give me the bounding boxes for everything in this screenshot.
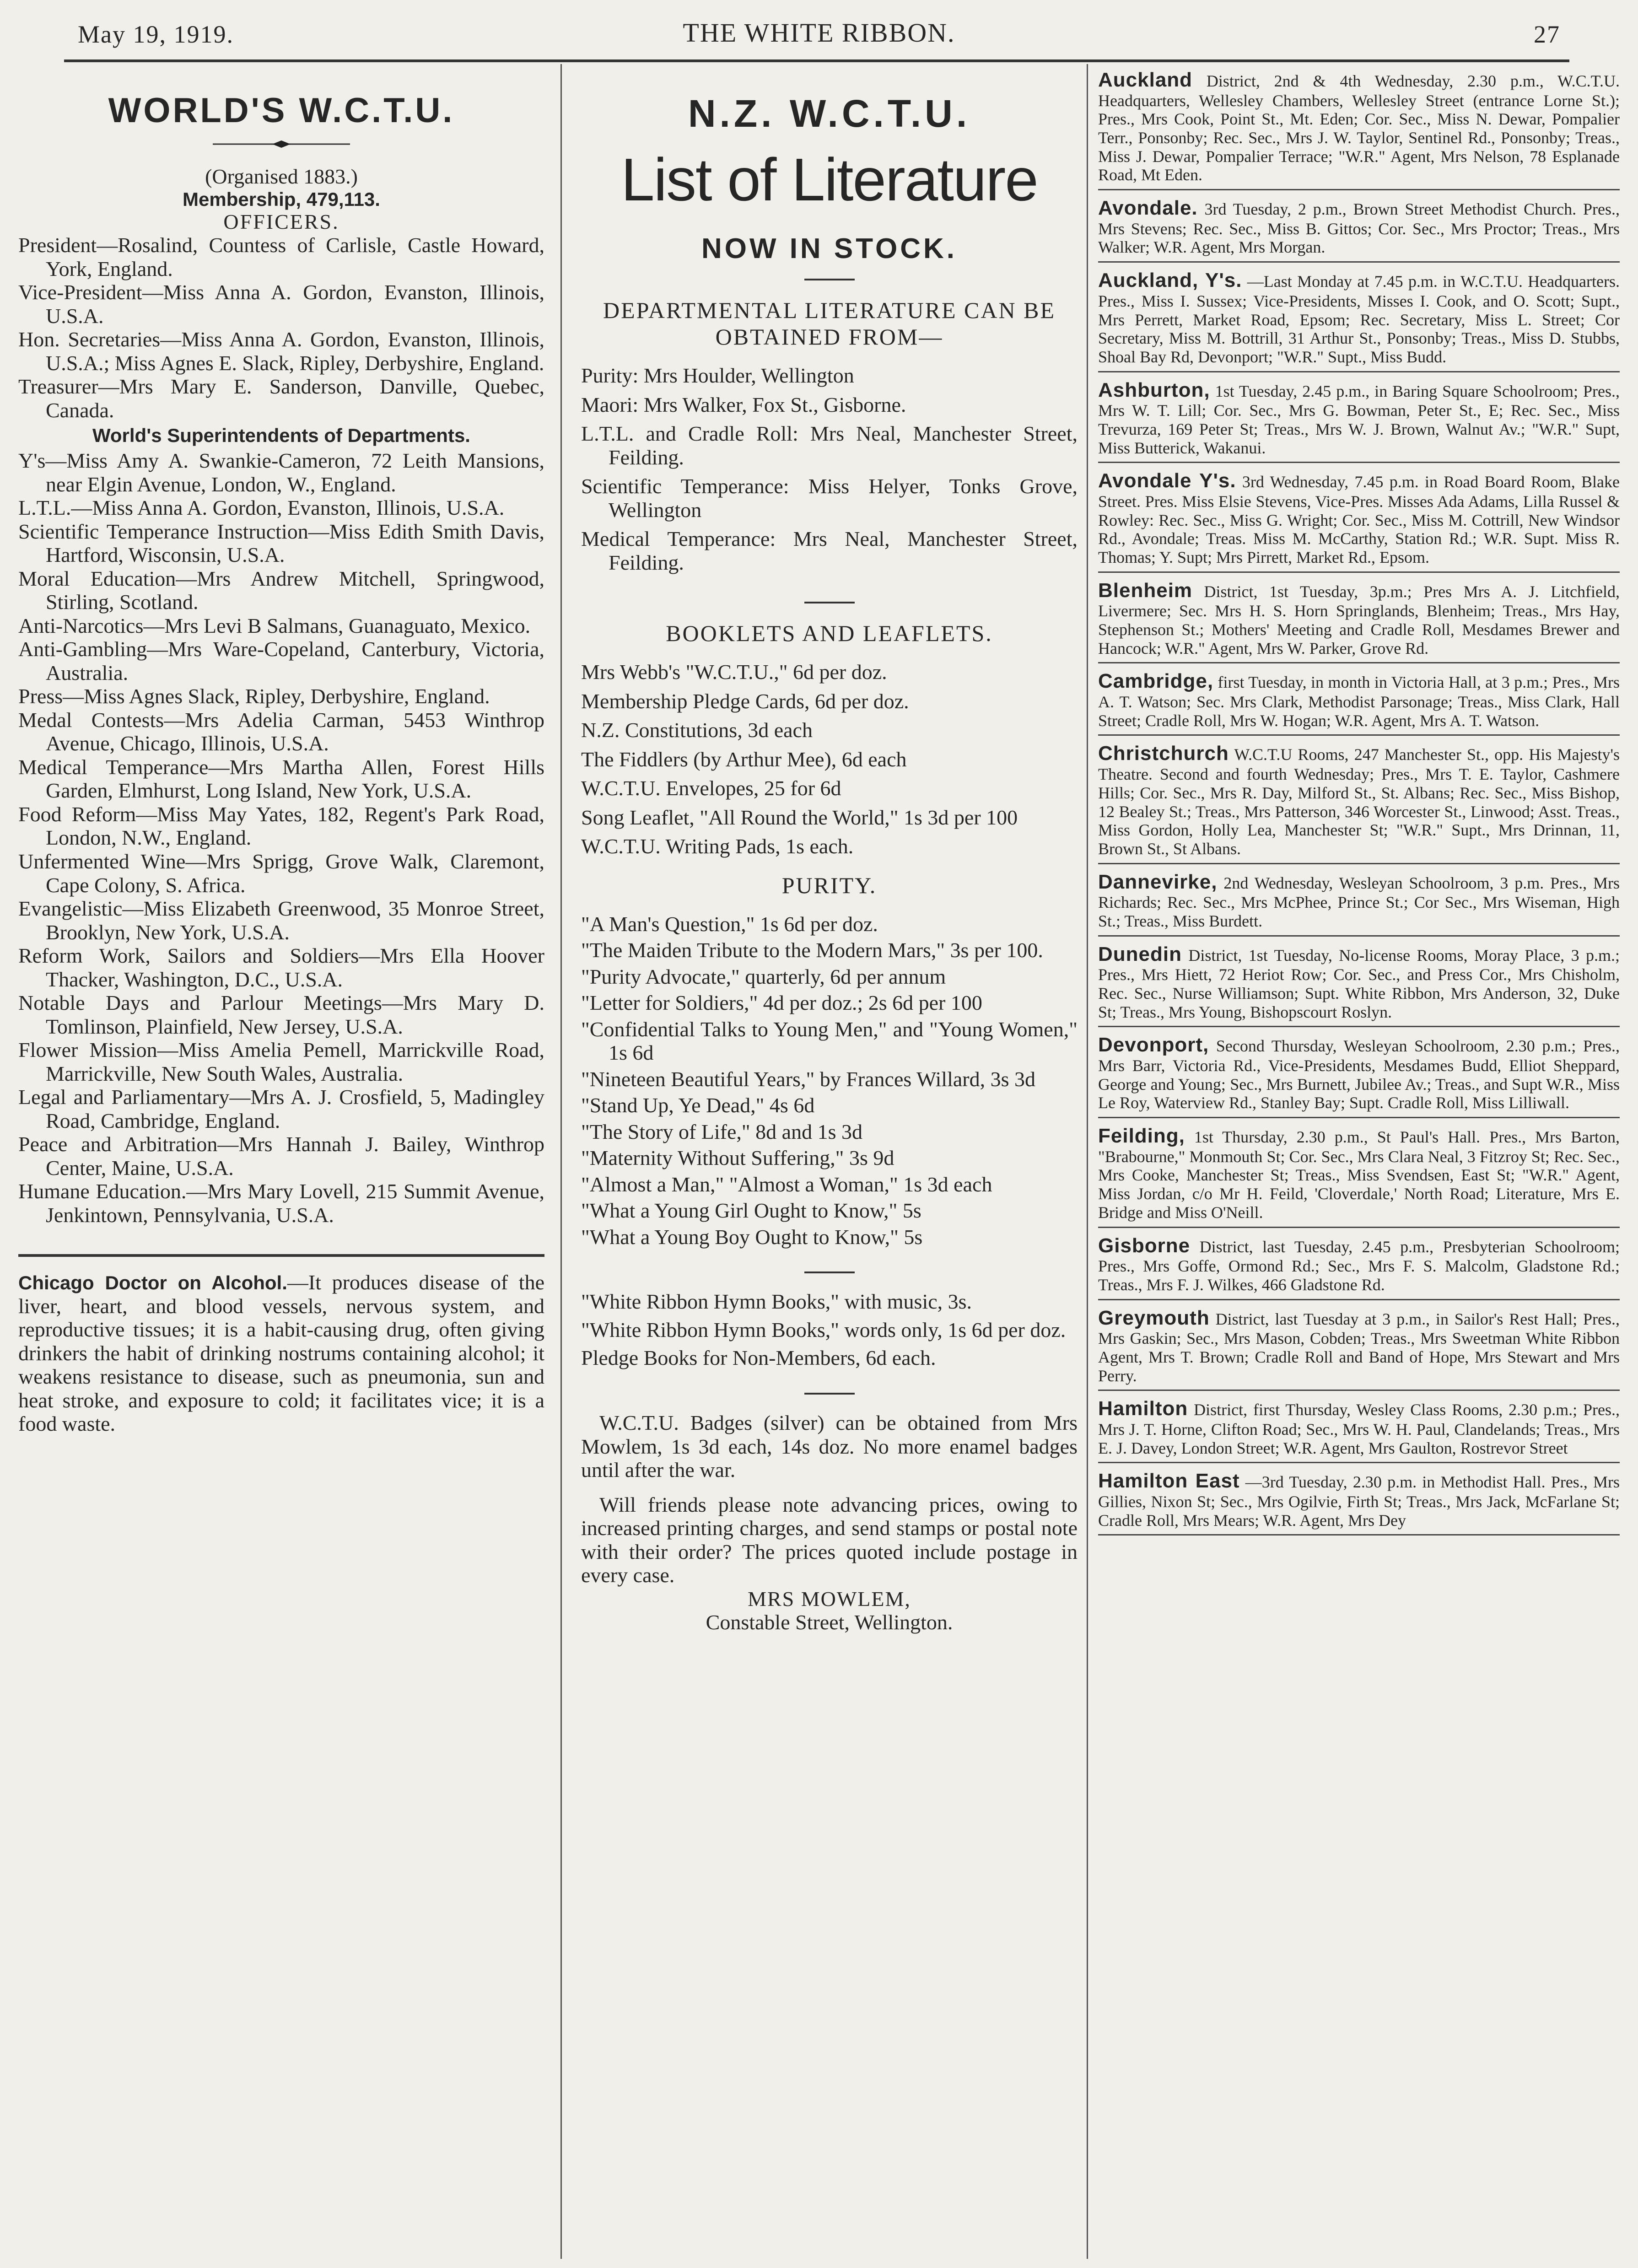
branch-entry xyxy=(1098,1234,1620,1294)
branch-name: Ashburton, xyxy=(1098,378,1210,401)
branch-details: District, 1st Tuesday, 3p.m.; Pres Mrs A. J. Litchfield, Livermere; Sec. Mrs H. S. Horn Springlands, Blenheim; Treas., Mrs Hay, Stephenson St.; Mothers' Meeting and Cradle Roll, Mesdames Brewer and Hancock; W.R." Agent, Mrs W. Parker, Grove Rd. xyxy=(1098,582,1620,657)
superintendent-entry: Medal Contests—Mrs Adelia Carman, 5453 Winthrop Avenue, Chicago, Illinois, U.S.A. xyxy=(18,708,544,755)
page-number: 27 xyxy=(1534,21,1560,48)
branch-details: District, last Tuesday, 2.45 p.m., Presbyterian Schoolroom; Pres., Mrs Goffe, Ormond Rd.; Sec., Mrs F. S. Malcolm, Gladstone Rd.; Treas., Mrs F. J. Wilkes, 466 Gladstone Rd. xyxy=(1098,1237,1620,1294)
header-rule xyxy=(64,59,1569,62)
purity-list xyxy=(581,912,1078,1249)
superintendent-entry: Press—Miss Agnes Slack, Ripley, Derbyshire, England. xyxy=(18,684,490,708)
branch-name: Cambridge, xyxy=(1098,670,1214,693)
purity-entry: "A Man's Question," 1s 6d per doz. xyxy=(581,912,878,936)
branch-separator xyxy=(1098,189,1620,190)
purity-entry: "What a Young Boy Ought to Know," 5s xyxy=(581,1225,923,1249)
branch-separator xyxy=(1098,571,1620,573)
signature-name: MRS MOWLEM, xyxy=(748,1587,911,1611)
superintendent-entry: Humane Education.—Mrs Mary Lovell, 215 Summit Avenue, Jenkintown, Pennsylvania, U.S.A. xyxy=(18,1180,544,1227)
department-entry: Purity: Mrs Houlder, Wellington xyxy=(581,364,854,387)
branch-separator xyxy=(1098,1390,1620,1391)
departmental-list xyxy=(581,364,1078,574)
booklet-entry: W.C.T.U. Envelopes, 25 for 6d xyxy=(581,776,841,800)
branch-details: District, first Thursday, Wesley Class Rooms, 2.30 p.m.; Pres., Mrs J. T. Horne, Clifton Road; Sec., Mrs W. H. Paul, Clandelands; Treas., Mrs E. J. Davey, London Street; W.R. Agent, Mrs Gaulton, Rostrevor Street xyxy=(1098,1401,1620,1457)
branch-details: 3rd Tuesday, 2 p.m., Brown Street Methodist Church. Pres., Mrs Stevens; Rec. Sec., Miss B. Gittos; Cor. Sec., Mrs Proctor; Treas., Mrs Walker; W.R. Agent, Mrs Morgan. xyxy=(1098,200,1620,257)
purity-entry: "The Story of Life," 8d and 1s 3d xyxy=(581,1120,863,1143)
officer-entry: President—Rosalind, Countess of Carlisle, Castle Howard, York, England. xyxy=(18,233,544,280)
branch-details: 3rd Wednesday, 7.45 p.m. in Road Board Room, Blake Street. Pres. Miss Elsie Stevens, Vice-Pres. Misses Ada Adams, Lilla Russel & Rowley: Rec. Sec., Miss G. Wright; Cor. Sec., Miss M. Cottrill, New Windsor Rd., Avondale; Treas. Miss M. McCarthy, Station Rd.; W.R. Supt. Miss R. Thomas; Y. Supt; Mrs Pirrett, Market Rd., Epsom. xyxy=(1098,473,1620,567)
membership-line: Membership, 479,113. xyxy=(183,188,380,210)
column-divider-left xyxy=(560,64,562,2259)
badges-notice: W.C.T.U. Badges (silver) can be obtained from Mrs Mowlem, 1s 3d each, 14s doz. No more enamel badges until after the war. xyxy=(581,1411,1078,1482)
ornament-divider xyxy=(18,140,544,151)
superintendent-entry: Peace and Arbitration—Mrs Hannah J. Bailey, Winthrop Center, Maine, U.S.A. xyxy=(18,1132,544,1180)
branch-name: Greymouth xyxy=(1098,1306,1210,1329)
branch-name: Dunedin xyxy=(1098,943,1182,965)
branch-entry xyxy=(1098,1307,1620,1385)
superintendent-entry: Anti-Narcotics—Mrs Levi B Salmans, Guanaguato, Mexico. xyxy=(18,614,531,637)
department-entry: Maori: Mrs Walker, Fox St., Gisborne. xyxy=(581,393,906,416)
branch-name: Avondale. xyxy=(1098,197,1198,220)
branch-separator xyxy=(1098,462,1620,463)
branch-details: District, 2nd & 4th Wednesday, 2.30 p.m., W.C.T.U. Headquarters, Wellesley Chambers, Wellesley Street (entrance Lorne St.); Pres., Mrs Cook, Point St., Mt. Eden; Cor. Sec., Miss N. Dewar, Pompalier Terr., Ponsonby; Rec. Sec., Mrs J. W. Taylor, Sentinel Rd., Ponsonby; Treas., Miss J. Dewar, Pompalier Terrace; "W.R." Agent, Mrs Nelson, 78 Esplanade Road, Mt Eden. xyxy=(1098,72,1620,184)
superintendent-entry: Notable Days and Parlour Meetings—Mrs Mary D. Tomlinson, Plainfield, New Jersey, U.S.A. xyxy=(18,991,544,1038)
branch-name: Devonport, xyxy=(1098,1034,1209,1056)
branch-details: District, 1st Tuesday, No-license Rooms, Moray Place, 3 p.m.; Pres., Mrs Hiett, 72 Heriot Row; Cor. Sec., and Press Cor., Mrs Chisholm, Rec. Sec., Nurse Williamson; Supt. White Ribbon, Mrs Anderson, 32, Duke St; Treas., Mrs Young, Bishopscourt Roslyn. xyxy=(1098,946,1620,1021)
worlds-wctu-title: WORLD'S W.C.T.U. xyxy=(108,91,455,130)
officer-entry: Hon. Secretaries—Miss Anna A. Gordon, Evanston, Illinois, U.S.A.; Miss Agnes E. Slack, Ripley, Derbyshire, England. xyxy=(18,328,544,375)
hymn-book-entry: "White Ribbon Hymn Books," with music, 3s. xyxy=(581,1290,972,1314)
superintendent-entry: Y's—Miss Amy A. Swankie-Cameron, 72 Leith Mansions, near Elgin Avenue, London, W., England. xyxy=(18,449,544,496)
branch-separator xyxy=(1098,1117,1620,1118)
purity-entry: "Stand Up, Ye Dead," 4s 6d xyxy=(581,1094,815,1117)
booklet-entry: Mrs Webb's "W.C.T.U.," 6d per doz. xyxy=(581,660,887,684)
superintendent-entry: Medical Temperance—Mrs Martha Allen, Forest Hills Garden, Elmhurst, Long Island, New York, U.S.A. xyxy=(18,755,544,803)
branch-entry xyxy=(1098,1034,1620,1112)
organised-line: (Organised 1883.) xyxy=(205,165,358,188)
branch-separator xyxy=(1098,1299,1620,1300)
branch-separator xyxy=(1098,734,1620,736)
booklet-entry: Membership Pledge Cards, 6d per doz. xyxy=(581,689,909,713)
branch-name: Christchurch xyxy=(1098,742,1229,765)
branch-name: Hamilton East xyxy=(1098,1470,1240,1492)
price-notice: Will friends please note advancing prices, owing to increased printing charges, and send stamps or postal note with their order? The prices quoted include postage in every case. xyxy=(581,1492,1078,1587)
departmental-heading: DEPARTMENTAL LITERATURE CAN BE OBTAINED FROM— xyxy=(603,297,1056,350)
list-of-literature-title: List of Literature xyxy=(621,146,1038,213)
branch-separator xyxy=(1098,935,1620,937)
newspaper-title: THE WHITE RIBBON. xyxy=(683,18,955,48)
branch-entry xyxy=(1098,269,1620,366)
short-rule xyxy=(804,279,855,280)
branch-entry xyxy=(1098,197,1620,257)
chicago-doctor-article xyxy=(18,1271,544,1436)
superintendent-entry: Flower Mission—Miss Amelia Pemell, Marrickville Road, Marrickville, New South Wales, Australia. xyxy=(18,1038,544,1085)
branch-name: Hamilton xyxy=(1098,1397,1188,1420)
branch-name: Auckland, Y's. xyxy=(1098,269,1242,292)
purity-entry: "Maternity Without Suffering," 3s 9d xyxy=(581,1146,894,1170)
branch-entry xyxy=(1098,579,1620,658)
branch-name: Gisborne xyxy=(1098,1234,1191,1257)
department-entry: Scientific Temperance: Miss Helyer, Tonks Grove, Wellington xyxy=(581,474,1078,522)
branch-details: Second Thursday, Wesleyan Schoolroom, 2.30 p.m.; Pres., Mrs Barr, Victoria Rd., Vice-Presidents, Mesdames Budd, Elliot Sheppard, George and Young; Sec., Mrs Burnett, Jubilee Av.; Treas., and Supt W.R., Miss Le Roy, Waterview Rd., Stanley Bay; Supt. Cradle Roll, Miss Lilliwall. xyxy=(1098,1037,1620,1112)
branch-directory-column xyxy=(1098,69,1620,1542)
branch-separator xyxy=(1098,371,1620,372)
purity-entry: "Confidential Talks to Young Men," and "Young Women," 1s 6d xyxy=(581,1017,1078,1065)
superintendent-entry: Unfermented Wine—Mrs Sprigg, Grove Walk, Claremont, Cape Colony, S. Africa. xyxy=(18,849,544,897)
purity-entry: "The Maiden Tribute to the Modern Mars," 3s per 100. xyxy=(581,938,1043,962)
branch-details: first Tuesday, in month in Victoria Hall, at 3 p.m.; Pres., Mrs A. T. Watson; Sec. Mrs Clark, Methodist Parsonage; Treas., Miss Clark, Hall Street; Cradle Roll, Mrs W. Hogan; W.R. Agent, Mrs A. T. Watson. xyxy=(1098,673,1620,730)
chicago-doctor-text: —It produces disease of the liver, heart, and blood vessels, nervous system, and reproductive tissues; it is a habit-causing drug, often giving drinkers the habit of drinking nostrums containing alcohol; it weakens resistance to disease, such as pneumonia, sun and heat stroke, and exposure to cold; it facilitates vice; it is a food waste. xyxy=(18,1271,544,1436)
branch-entry xyxy=(1098,469,1620,566)
branch-entry xyxy=(1098,1397,1620,1457)
superintendent-entry: Scientific Temperance Instruction—Miss Edith Smith Davis, Hartford, Wisconsin, U.S.A. xyxy=(18,519,544,567)
officer-entry: Vice-President—Miss Anna A. Gordon, Evanston, Illinois, U.S.A. xyxy=(18,280,544,328)
branch-details: —Last Monday at 7.45 p.m. in W.C.T.U. Headquarters. Pres., Miss I. Sussex; Vice-Presidents, Misses I. Cook, and O. Scott; Supt., Mrs Perrett, Market Road, Epsom; Rec. Secretary, Miss L. Street; Cor Secretary, Miss M. Bottrill, 31 Arthur St., Ponsonby; Treas., Miss D. Stubbs, Shoal Bay Rd, Devonport; "W.R." Supt., Miss Budd. xyxy=(1098,272,1620,366)
short-rule xyxy=(804,602,855,603)
branch-separator xyxy=(1098,261,1620,263)
branch-name: Auckland xyxy=(1098,69,1193,91)
officer-entry: Treasurer—Mrs Mary E. Sanderson, Danville, Quebec, Canada. xyxy=(18,375,544,422)
superintendent-entry: Legal and Parliamentary—Mrs A. J. Crosfield, 5, Madingley Road, Cambridge, England. xyxy=(18,1085,544,1132)
booklets-list xyxy=(581,660,1078,858)
superintendent-entry: L.T.L.—Miss Anna A. Gordon, Evanston, Illinois, U.S.A. xyxy=(18,496,505,520)
branch-entry xyxy=(1098,69,1620,184)
issue-date: May 19, 1919. xyxy=(78,21,234,48)
booklet-entry: N.Z. Constitutions, 3d each xyxy=(581,718,813,742)
branch-entry xyxy=(1098,871,1620,931)
superintendent-entry: Reform Work, Sailors and Soldiers—Mrs Ella Hoover Thacker, Washington, D.C., U.S.A. xyxy=(18,944,544,991)
hymn-book-entry: Pledge Books for Non-Members, 6d each. xyxy=(581,1346,936,1370)
branch-details: —3rd Tuesday, 2.30 p.m. in Methodist Hall. Pres., Mrs Gillies, Nixon St; Sec., Mrs Ogilvie, Firth St; Treas., Mrs Jack, McFarlane St; Cradle Roll, Mrs Mears; W.R. Agent, Mrs Dey xyxy=(1098,1473,1620,1530)
branch-entry xyxy=(1098,1470,1620,1530)
branch-entry xyxy=(1098,1125,1620,1222)
branch-entry xyxy=(1098,379,1620,458)
short-rule xyxy=(804,1271,855,1273)
section-rule xyxy=(18,1254,544,1257)
worlds-wctu-column xyxy=(18,69,544,1436)
branch-name: Avondale Y's. xyxy=(1098,469,1236,492)
superintendent-entry: Anti-Gambling—Mrs Ware-Copeland, Canterbury, Victoria, Australia. xyxy=(18,637,544,684)
signature-address: Constable Street, Wellington. xyxy=(706,1611,953,1634)
officers-list xyxy=(18,233,544,422)
branch-details: 1st Tuesday, 2.45 p.m., in Baring Square Schoolroom; Pres., Mrs W. T. Lill; Cor. Sec., Mrs G. Bowman, Peter St., E; Rec. Sec., Miss Trevurza, 169 Peter St; Treas., Mrs W. J. Brown, Walnut Av.; "W.R." Supt, Miss Butterick, Wakanui. xyxy=(1098,382,1620,457)
page-header xyxy=(78,17,1560,49)
booklets-heading: BOOKLETS AND LEAFLETS. xyxy=(666,620,993,646)
superintendents-list xyxy=(18,449,544,1227)
booklet-entry: W.C.T.U. Writing Pads, 1s each. xyxy=(581,835,854,858)
branch-details: 2nd Wednesday, Wesleyan Schoolroom, 3 p.m. Pres., Mrs Richards; Rec. Sec., Mrs McPhee, Prince St.; Cor Sec., Mrs Wiseman, High St.; Treas., Miss Burdett. xyxy=(1098,873,1620,930)
branch-details: District, last Tuesday at 3 p.m., in Sailor's Rest Hall; Pres., Mrs Gaskin; Sec., Mrs Mason, Cobden; Treas., Mrs Sweetman White Ribbon Agent, Mrs T. Brown; Cradle Roll and Band of Hope, Mrs Stewart and Mrs Perry. xyxy=(1098,1309,1620,1385)
purity-entry: "Purity Advocate," quarterly, 6d per annum xyxy=(581,964,946,988)
department-entry: Medical Temperance: Mrs Neal, Manchester Street, Feilding. xyxy=(581,527,1078,574)
superintendent-entry: Evangelistic—Miss Elizabeth Greenwood, 35 Monroe Street, Brooklyn, New York, U.S.A. xyxy=(18,897,544,944)
purity-entry: "Nineteen Beautiful Years," by Frances Willard, 3s 3d xyxy=(581,1067,1035,1091)
branch-details: 1st Thursday, 2.30 p.m., St Paul's Hall. Pres., Mrs Barton, "Brabourne," Monmouth St; Cor. Sec., Mrs Clara Neal, 3 Fitzroy St; Rec. Sec., Mrs Cooke, Manchester St; Treas., Miss Svendsen, East St; "W.R." Agent, Miss Jordan, c/o Mr H. Feild, 'Cloverdale,' North Road; Literature, Mrs E. Bridge and Miss O'Neill. xyxy=(1098,1128,1620,1222)
branch-name: Blenheim xyxy=(1098,579,1193,602)
booklet-entry: The Fiddlers (by Arthur Mee), 6d each xyxy=(581,747,907,771)
purity-heading: PURITY. xyxy=(781,872,877,898)
now-in-stock-heading: NOW IN STOCK. xyxy=(701,233,958,264)
officers-label: OFFICERS. xyxy=(223,210,339,233)
literature-column xyxy=(581,69,1078,1634)
purity-entry: "Letter for Soldiers," 4d per doz.; 2s 6d per 100 xyxy=(581,991,982,1015)
hymn-book-entry: "White Ribbon Hymn Books," words only, 1s 6d per doz. xyxy=(581,1318,1066,1341)
branch-entry xyxy=(1098,943,1620,1022)
branch-entry xyxy=(1098,742,1620,858)
department-entry: L.T.L. and Cradle Roll: Mrs Neal, Manchester Street, Feilding. xyxy=(581,422,1078,469)
purity-entry: "What a Young Girl Ought to Know," 5s xyxy=(581,1199,921,1223)
superintendent-entry: Food Reform—Miss May Yates, 182, Regent's Park Road, London, N.W., England. xyxy=(18,802,544,850)
branch-details: W.C.T.U Rooms, 247 Manchester St., opp. His Majesty's Theatre. Second and fourth Wednesday; Pres., Mrs T. E. Taylor, Cashmere Hills; Cor. Sec., Mrs R. Day, Milford St., St. Albans; Rec. Sec., Miss Bishop, 12 Bealey St.; Treas., Mrs Patterson, 346 Worcester St., Linwood; Asst. Treas., Miss Gordon, Holly Lea, Manchester St; "W.R." Supt., Mrs Drinnan, 11, Brown St., St Albans. xyxy=(1098,745,1620,858)
branch-separator xyxy=(1098,1534,1620,1535)
branch-entry xyxy=(1098,670,1620,730)
purity-entry: "Almost a Man," "Almost a Woman," 1s 3d each xyxy=(581,1172,992,1196)
branch-name: Dannevirke, xyxy=(1098,870,1218,893)
nz-wctu-title: N.Z. W.C.T.U. xyxy=(688,92,971,135)
superintendents-heading: World's Superintendents of Departments. xyxy=(92,425,470,447)
branch-list xyxy=(1098,69,1620,1535)
branch-separator xyxy=(1098,1227,1620,1228)
superintendent-entry: Moral Education—Mrs Andrew Mitchell, Springwood, Stirling, Scotland. xyxy=(18,566,544,614)
branch-name: Feilding, xyxy=(1098,1125,1185,1147)
branch-separator xyxy=(1098,1462,1620,1463)
branch-separator xyxy=(1098,662,1620,663)
hymn-books-list xyxy=(581,1290,1078,1370)
branch-separator xyxy=(1098,863,1620,864)
booklet-entry: Song Leaflet, "All Round the World," 1s 3d per 100 xyxy=(581,805,1018,829)
short-rule xyxy=(804,1393,855,1395)
column-divider-right xyxy=(1087,64,1088,2259)
chicago-doctor-title: Chicago Doctor on Alcohol. xyxy=(18,1272,287,1294)
branch-separator xyxy=(1098,1026,1620,1027)
